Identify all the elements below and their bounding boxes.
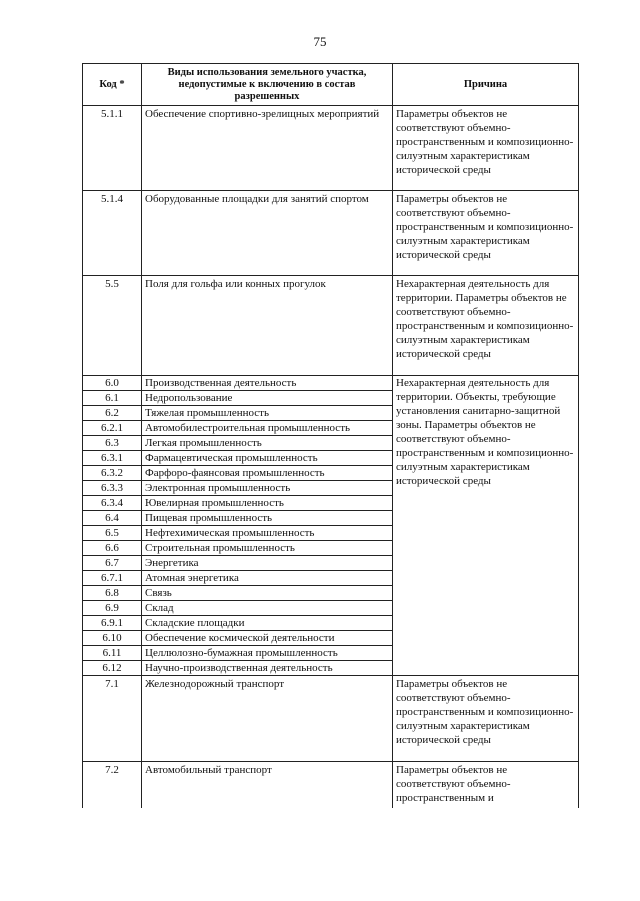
cell-reason: Параметры объектов не соответствуют объемно-пространственным и xyxy=(393,762,579,808)
cell-use: Пищевая промышленность xyxy=(142,511,393,526)
cell-use: Поля для гольфа или конных прогулок xyxy=(142,276,393,376)
cell-code: 6.6 xyxy=(83,541,142,556)
cell-reason: Нехарактерная деятельность для территории. Параметры объектов не соответствуют объемно-пространственным и композиционно-силуэтным характеристикам исторической среды xyxy=(393,276,579,376)
cell-code: 6.2.1 xyxy=(83,421,142,436)
cell-use: Строительная промышленность xyxy=(142,541,393,556)
cell-use: Энергетика xyxy=(142,556,393,571)
cell-use: Производственная деятельность xyxy=(142,376,393,391)
cell-use: Научно-производственная деятельность xyxy=(142,661,393,676)
cell-use: Нефтехимическая промышленность xyxy=(142,526,393,541)
cell-use: Атомная энергетика xyxy=(142,571,393,586)
table-row xyxy=(83,762,579,808)
cell-use: Легкая промышленность xyxy=(142,436,393,451)
cell-use: Склад xyxy=(142,601,393,616)
table-row xyxy=(83,106,579,191)
table-row xyxy=(83,376,579,391)
cell-use: Железнодорожный транспорт xyxy=(142,676,393,762)
cell-code: 6.8 xyxy=(83,586,142,601)
page-number: 75 xyxy=(313,34,327,49)
cell-use: Недропользование xyxy=(142,391,393,406)
cell-code: 6.1 xyxy=(83,391,142,406)
cell-code: 5.5 xyxy=(83,276,142,376)
cell-code: 5.1.4 xyxy=(83,191,142,276)
header-code: Код * xyxy=(83,64,142,106)
header-use: Виды использования земельного участка, недопустимые к включению в состав разрешенных xyxy=(142,64,393,106)
cell-code: 6.3.3 xyxy=(83,481,142,496)
table-row xyxy=(83,276,579,376)
cell-code: 6.3.4 xyxy=(83,496,142,511)
cell-code: 6.4 xyxy=(83,511,142,526)
cell-use: Автомобильный транспорт xyxy=(142,762,393,808)
cell-reason: Параметры объектов не соответствуют объемно-пространственным и композиционно-силуэтным характеристикам исторической среды xyxy=(393,106,579,191)
table-row xyxy=(83,191,579,276)
cell-code: 6.9.1 xyxy=(83,616,142,631)
cell-code: 6.10 xyxy=(83,631,142,646)
cell-code: 7.2 xyxy=(83,762,142,808)
cell-use: Обеспечение космической деятельности xyxy=(142,631,393,646)
cell-reason: Параметры объектов не соответствуют объемно-пространственным и композиционно-силуэтным характеристикам исторической среды xyxy=(393,676,579,762)
cell-use: Оборудованные площадки для занятий спортом xyxy=(142,191,393,276)
cell-code: 6.0 xyxy=(83,376,142,391)
cell-code: 6.11 xyxy=(83,646,142,661)
cell-code: 6.5 xyxy=(83,526,142,541)
cell-code: 6.9 xyxy=(83,601,142,616)
cell-use: Тяжелая промышленность xyxy=(142,406,393,421)
cell-code: 5.1.1 xyxy=(83,106,142,191)
header-reason: Причина xyxy=(393,64,579,106)
cell-code: 6.3 xyxy=(83,436,142,451)
table-row xyxy=(83,676,579,762)
cell-use: Ювелирная промышленность xyxy=(142,496,393,511)
cell-use: Обеспечение спортивно-зрелищных мероприятий xyxy=(142,106,393,191)
cell-code: 6.2 xyxy=(83,406,142,421)
restrictions-table xyxy=(82,63,579,808)
cell-use: Целлюлозно-бумажная промышленность xyxy=(142,646,393,661)
cell-use: Связь xyxy=(142,586,393,601)
cell-code: 6.7 xyxy=(83,556,142,571)
cell-use: Фарфоро-фаянсовая промышленность xyxy=(142,466,393,481)
table-header-row xyxy=(83,64,579,106)
cell-code: 6.7.1 xyxy=(83,571,142,586)
cell-code: 6.3.1 xyxy=(83,451,142,466)
cell-use: Электронная промышленность xyxy=(142,481,393,496)
cell-use: Автомобилестроительная промышленность xyxy=(142,421,393,436)
cell-reason: Параметры объектов не соответствуют объемно-пространственным и композиционно-силуэтным характеристикам исторической среды xyxy=(393,191,579,276)
cell-code: 6.12 xyxy=(83,661,142,676)
cell-code: 6.3.2 xyxy=(83,466,142,481)
cell-reason-group: Нехарактерная деятельность для территории. Объекты, требующие установления санитарно-защитной зоны. Параметры объектов не соответствуют объемно-пространственным и композиционно-силуэтным характеристикам исторической среды xyxy=(393,376,579,676)
cell-use: Фармацевтическая промышленность xyxy=(142,451,393,466)
cell-use: Складские площадки xyxy=(142,616,393,631)
cell-code: 7.1 xyxy=(83,676,142,762)
